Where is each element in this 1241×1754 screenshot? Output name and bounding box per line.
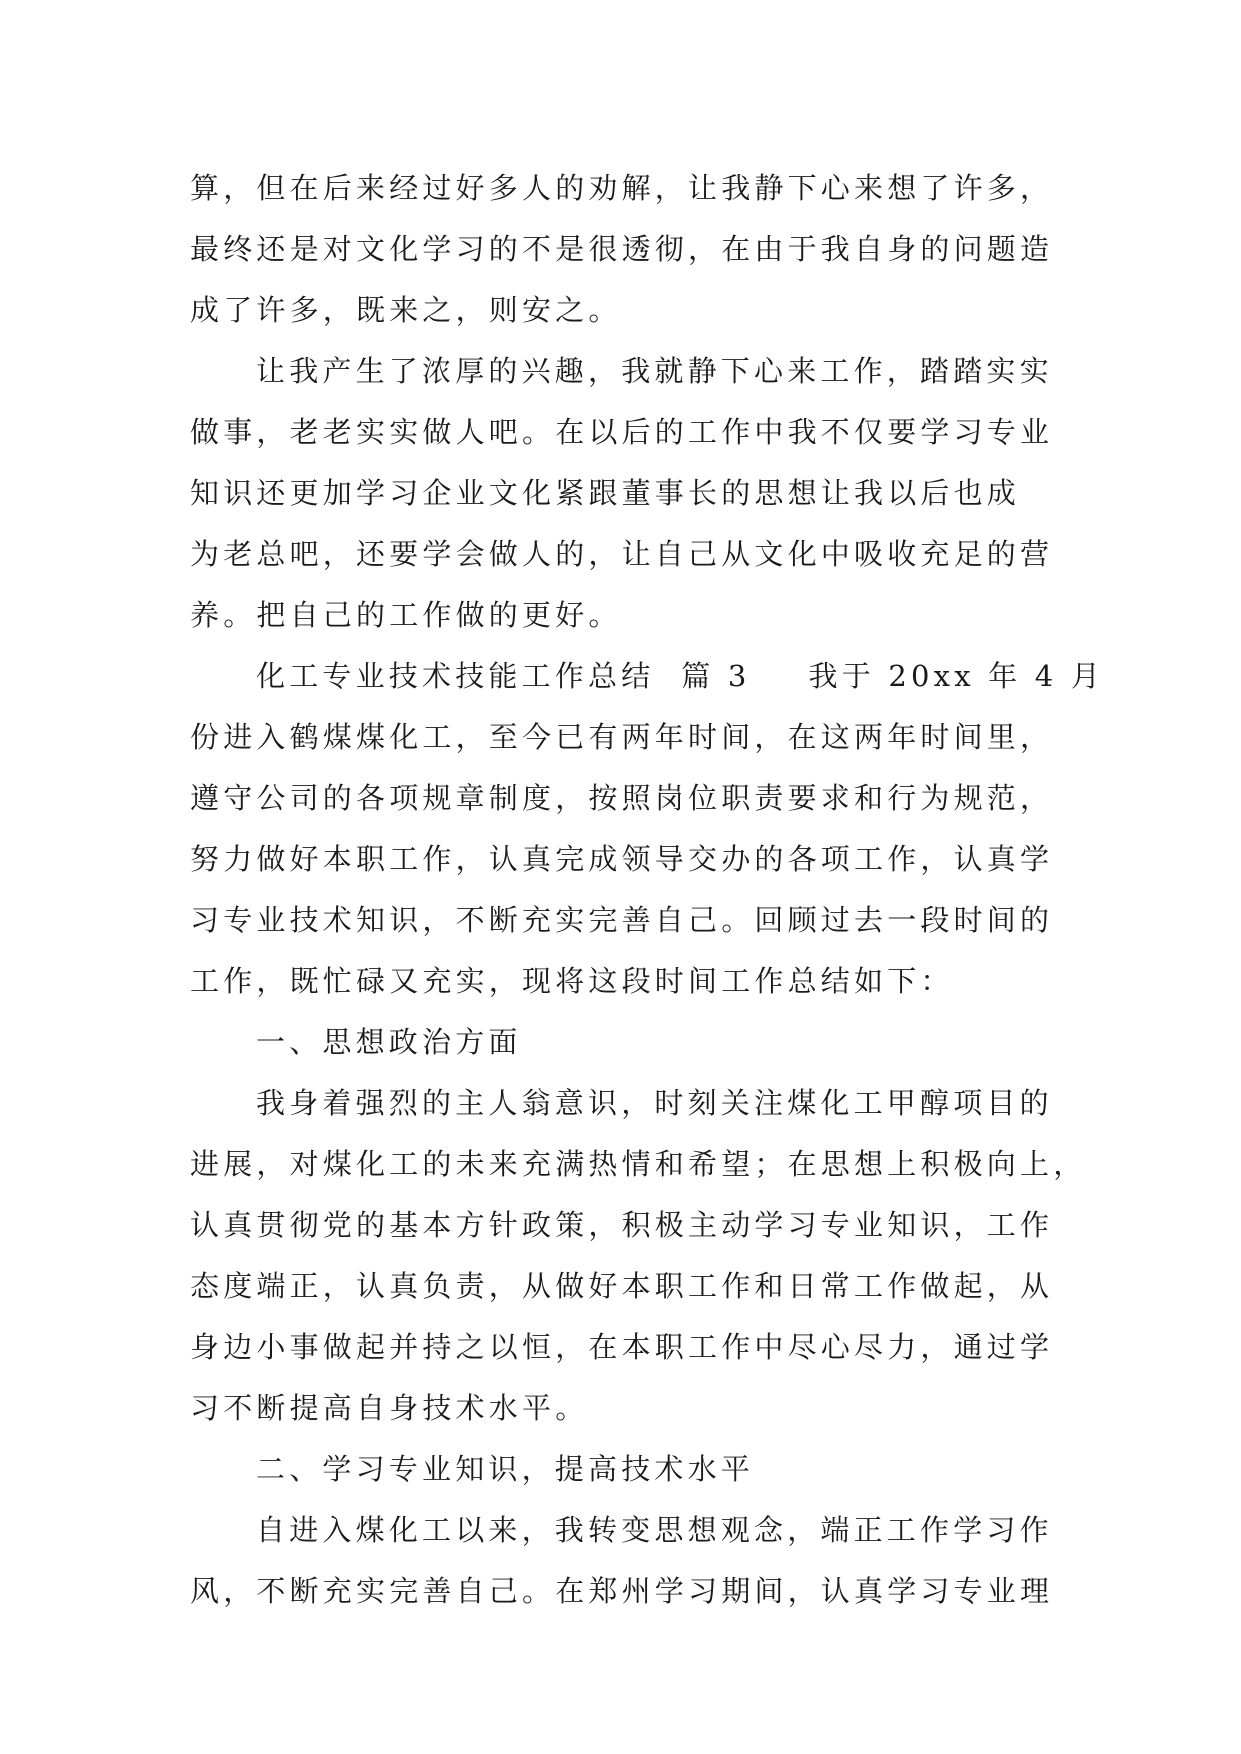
text-line: 风，不断充实完善自己。在郑州学习期间，认真学习专业理 (190, 1574, 1054, 1608)
text-line: 认真贯彻党的基本方针政策，积极主动学习专业知识，工作 (190, 1208, 1054, 1242)
text-line: 知识还更加学习企业文化紧跟董事长的思想让我以后也成 (190, 476, 1021, 510)
text-line: 让我产生了浓厚的兴趣，我就静下心来工作，踏踏实实 (256, 354, 1053, 388)
section-intro: 我于 20xx 年 4 月 (808, 659, 1105, 693)
text-line: 习不断提高自身技术水平。 (190, 1391, 589, 1425)
text-line: 为老总吧，还要学会做人的，让自己从文化中吸收充足的营 (190, 537, 1054, 571)
section-title-line (190, 646, 1105, 707)
subheading: 二、学习专业知识，提高技术水平 (256, 1452, 755, 1486)
text-line: 进展，对煤化工的未来充满热情和希望；在思想上积极向上， (190, 1147, 1087, 1181)
text-line: 养。把自己的工作做的更好。 (190, 598, 622, 632)
text-line: 自进入煤化工以来，我转变思想观念，端正工作学习作 (256, 1513, 1053, 1547)
text-line: 份进入鹤煤煤化工，至今已有两年时间，在这两年时间里， (190, 720, 1054, 754)
subheading: 一、思想政治方面 (256, 1025, 522, 1059)
text-line: 算，但在后来经过好多人的劝解，让我静下心来想了许多， (190, 171, 1054, 205)
text-line: 做事，老老实实做人吧。在以后的工作中我不仅要学习专业 (190, 415, 1054, 449)
section-title: 化工专业技术技能工作总结 篇 3 (256, 659, 751, 693)
text-line: 成了许多，既来之，则安之。 (190, 293, 622, 327)
text-line: 习专业技术知识，不断充实完善自己。回顾过去一段时间的 (190, 903, 1054, 937)
text-line: 身边小事做起并持之以恒，在本职工作中尽心尽力，通过学 (190, 1330, 1054, 1364)
text-line: 最终还是对文化学习的不是很透彻，在由于我自身的问题造 (190, 232, 1054, 266)
text-line: 努力做好本职工作，认真完成领导交办的各项工作，认真学 (190, 842, 1054, 876)
text-line: 遵守公司的各项规章制度，按照岗位职责要求和行为规范， (190, 781, 1054, 815)
text-line: 工作，既忙碌又充实，现将这段时间工作总结如下： (190, 964, 954, 998)
text-line: 态度端正，认真负责，从做好本职工作和日常工作做起，从 (190, 1269, 1054, 1303)
document-body (190, 158, 1105, 1622)
text-line: 我身着强烈的主人翁意识，时刻关注煤化工甲醇项目的 (256, 1086, 1053, 1120)
